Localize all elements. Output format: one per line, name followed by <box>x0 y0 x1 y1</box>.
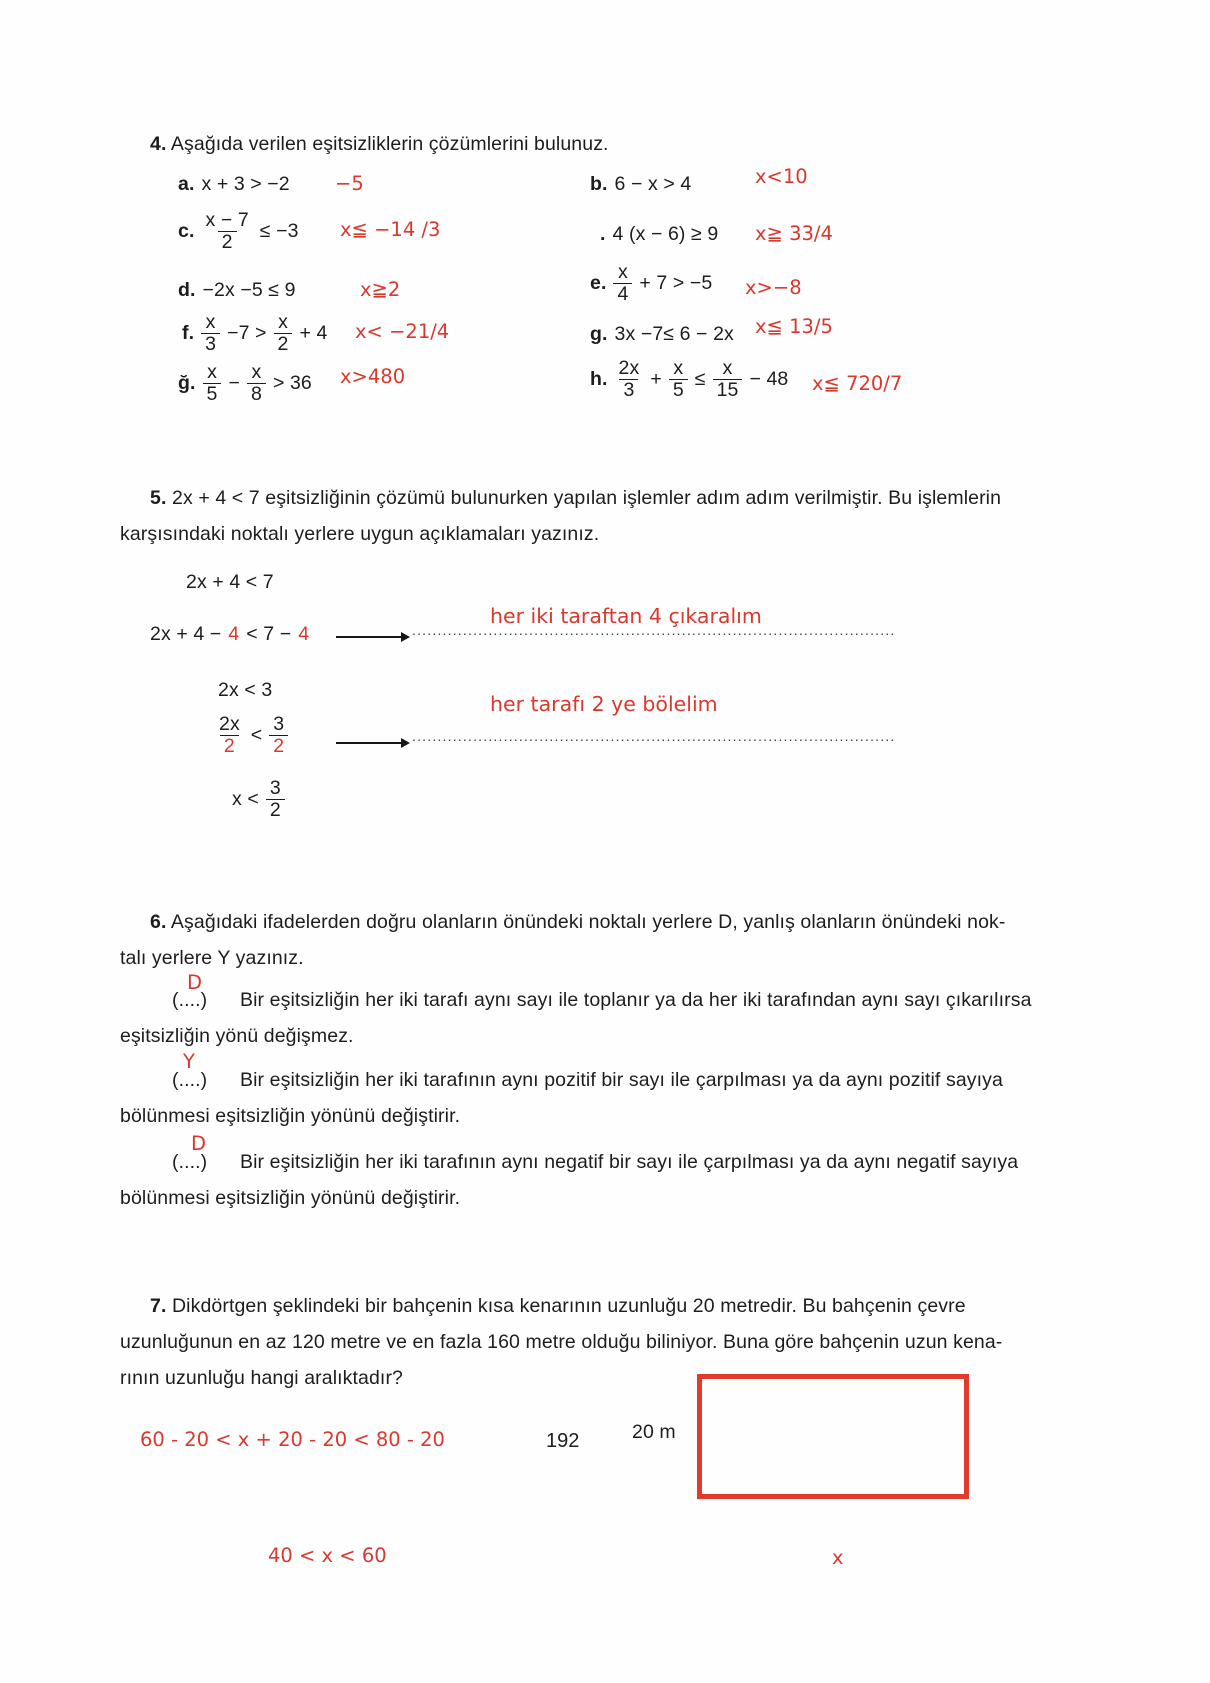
q4-f-rest: + 4 <box>299 322 328 345</box>
q4-item-d <box>178 278 296 303</box>
q4-f-mid: −7 > <box>227 322 267 345</box>
q5-step4-frac1-num: 2x <box>219 713 240 735</box>
q4-h-rest: − 48 <box>749 368 789 391</box>
q4-b-letter: b. <box>590 173 608 195</box>
q6-header <box>150 910 1005 935</box>
q6-number: 6. <box>150 911 167 933</box>
q5-annotation-1: her iki taraftan 4 çıkaralım <box>490 604 762 628</box>
q4-e-fraction <box>613 262 632 306</box>
q4-h-frac1-den: 3 <box>619 379 638 401</box>
q7-header <box>150 1294 966 1319</box>
q6-item3-text1: Bir eşitsizliğin her iki tarafının aynı negatif bir sayı ile çarpılması ya da aynı negatif sayıya <box>240 1151 1019 1173</box>
q5-line2: karşısındaki noktalı yerlere uygun açıklamaları yazınız. <box>120 523 600 545</box>
q4-h-answer: x≦ 720/7 <box>812 372 903 395</box>
q4-e-letter: e. <box>590 272 607 295</box>
q6-item3-mark: D <box>191 1132 207 1155</box>
q5-step5-frac-num: 3 <box>269 777 281 799</box>
q4-h-mid1: + <box>650 368 662 391</box>
q4-b-answer: x<10 <box>755 165 808 188</box>
q4-g-answer: x≦ 13/5 <box>755 315 833 338</box>
q4-c-answer: x≦ −14 /3 <box>340 218 441 241</box>
q4-gg-mid: − <box>228 372 240 395</box>
q7-work-line-2: 40 < x < 60 <box>268 1544 387 1567</box>
q4-gg-fraction-1 <box>203 362 222 406</box>
garden-bottom-label: x <box>832 1546 844 1569</box>
q4-a-letter: a. <box>178 173 195 195</box>
q4-item-f <box>182 312 327 356</box>
q4-c-frac-num: x − 7 <box>205 209 249 231</box>
q7-line3: rının uzunluğu hangi aralıktadır? <box>120 1367 403 1389</box>
q5-step2-red4-right: 4 <box>298 623 310 645</box>
q4-g-letter: g. <box>590 323 608 345</box>
q4-d-expr: −2x −5 ≤ 9 <box>202 279 296 301</box>
q4-cc-answer: x≧ 33/4 <box>755 222 833 245</box>
q4-e-rest: + 7 > −5 <box>639 272 713 295</box>
step2-arrow-icon <box>336 636 408 638</box>
q4-a-expr: x + 3 > −2 <box>201 173 290 195</box>
q5-step4-frac2-den: 2 <box>269 735 288 757</box>
q4-c-fraction <box>201 210 252 254</box>
q6-item1-paren: (....) <box>172 989 208 1011</box>
q7-line1: Dikdörtgen şeklindeki bir bahçenin kısa kenarının uzunluğu 20 metredir. Bu bahçenin çevre <box>172 1295 966 1317</box>
q4-h-mid2: ≤ <box>694 368 706 391</box>
q4-d-answer: x≧2 <box>360 278 401 301</box>
q4-item-b <box>590 172 691 197</box>
q4-cc-letter: . <box>600 223 606 245</box>
q4-gg-frac1-num: x <box>207 361 217 383</box>
q5-step4-frac1-den: 2 <box>220 735 239 757</box>
q4-e-answer: x>−8 <box>745 276 802 299</box>
q5-step3: 2x < 3 <box>218 679 273 701</box>
q4-c-frac-den: 2 <box>218 231 237 253</box>
q4-h-frac3-num: x <box>722 357 733 379</box>
q4-h-frac1-num: 2x <box>618 357 640 379</box>
q4-item-g <box>590 322 734 347</box>
q5-step5 <box>232 778 285 822</box>
q4-f-frac2-den: 2 <box>274 333 293 355</box>
q7-work-line-1: 60 - 20 < x + 20 - 20 < 80 - 20 <box>140 1428 445 1451</box>
q6-item1-mark: D <box>187 971 203 994</box>
q4-h-frac2-num: x <box>673 357 684 379</box>
q4-f-frac1-den: 3 <box>201 333 220 355</box>
q4-h-fraction-3 <box>713 358 743 402</box>
q7-number: 7. <box>150 1295 167 1317</box>
q4-gg-letter: ğ. <box>178 372 196 395</box>
q4-item-cc <box>600 222 718 247</box>
q5-step5-frac-den: 2 <box>266 799 285 821</box>
q6-item2-paren: (....) <box>172 1069 208 1091</box>
q4-number: 4. <box>150 133 167 155</box>
q4-title: Aşağıda verilen eşitsizliklerin çözümlerini bulunuz. <box>170 133 609 155</box>
q4-gg-answer: x>480 <box>340 365 406 388</box>
q4-g-expr: 3x −7≤ 6 − 2x <box>614 323 734 345</box>
q4-item-e <box>590 262 712 306</box>
q4-item-a <box>178 172 290 197</box>
q4-gg-fraction-2 <box>247 362 266 406</box>
q5-line1: 2x + 4 < 7 eşitsizliğinin çözümü bulunurken yapılan işlemler adım adım verilmiştir. Bu işlemlerin <box>172 487 1002 509</box>
q6-item2-text1: Bir eşitsizliğin her iki tarafının aynı pozitif bir sayı ile çarpılması ya da aynı pozitif sayıya <box>240 1069 1003 1091</box>
q4-e-frac-num: x <box>618 261 628 283</box>
page-number: 192 <box>546 1430 580 1452</box>
q4-item-h <box>590 358 788 402</box>
q4-cc-expr: 4 (x − 6) ≥ 9 <box>612 223 719 245</box>
q6-item3-paren: (....) <box>172 1151 208 1173</box>
q5-step2-a: 2x + 4 − <box>150 623 222 645</box>
q4-f-letter: f. <box>182 322 195 345</box>
q6-item2-text2: bölünmesi eşitsizliğin yönünü değiştirir. <box>120 1105 461 1127</box>
q5-step2-red4-left: 4 <box>228 623 240 645</box>
q5-blank-line-1: ............................................................................................... <box>412 622 896 638</box>
q5-step4-fraction-2 <box>269 714 288 758</box>
q5-header <box>150 486 1001 511</box>
q4-h-fraction-2 <box>669 358 688 402</box>
q5-step4-frac2-num: 3 <box>273 713 285 735</box>
q4-gg-frac2-num: x <box>251 361 262 383</box>
q4-gg-frac2-den: 8 <box>247 383 266 405</box>
q4-c-letter: c. <box>178 220 195 243</box>
q5-step2 <box>150 622 309 647</box>
q4-item-c <box>178 210 299 254</box>
q6-line1: Aşağıdaki ifadelerden doğru olanların önündeki noktalı yerlere D, yanlış olanların önündeki nok- <box>170 911 1006 933</box>
q4-d-letter: d. <box>178 279 196 301</box>
q4-c-rest: ≤ −3 <box>259 220 299 243</box>
q4-h-frac2-den: 5 <box>669 379 688 401</box>
q5-step4-fraction-1 <box>215 714 244 758</box>
q6-item3-text2: bölünmesi eşitsizliğin yönünü değiştirir. <box>120 1187 461 1209</box>
q6-line2: talı yerlere Y yazınız. <box>120 947 304 969</box>
q5-annotation-2: her tarafı 2 ye bölelim <box>490 692 718 716</box>
garden-rectangle <box>697 1374 969 1499</box>
q5-step5-lhs: x < <box>232 788 259 811</box>
q6-item1-text1: Bir eşitsizliğin her iki tarafı aynı sayı ile toplanır ya da her iki tarafından aynı sayı çıkarılırsa <box>240 989 1032 1011</box>
q4-f-fraction-2 <box>274 312 293 356</box>
q4-gg-frac1-den: 5 <box>203 383 222 405</box>
q4-b-expr: 6 − x > 4 <box>614 173 692 195</box>
q4-f-fraction-1 <box>201 312 220 356</box>
q4-f-frac2-num: x <box>278 311 288 333</box>
q5-step5-fraction <box>266 778 285 822</box>
q5-step4 <box>215 714 288 758</box>
q4-h-fraction-1 <box>615 358 644 402</box>
q5-step4-mid: < <box>250 724 263 747</box>
q4-f-answer: x< −21/4 <box>355 320 450 343</box>
q4-f-frac1-num: x <box>205 311 216 333</box>
q5-number: 5. <box>150 487 167 509</box>
q4-a-answer: −5 <box>335 172 364 195</box>
q4-item-gg <box>178 362 312 406</box>
q4-e-frac-den: 4 <box>613 283 632 305</box>
q4-gg-rest: > 36 <box>272 372 312 395</box>
q4-header <box>150 132 609 157</box>
q4-h-letter: h. <box>590 368 608 391</box>
q4-h-frac3-den: 15 <box>713 379 743 401</box>
q5-step1: 2x + 4 < 7 <box>186 571 274 593</box>
step4-arrow-icon <box>336 742 408 744</box>
q5-blank-line-2: ............................................................................................... <box>412 728 896 744</box>
q5-step2-b: < 7 − <box>246 623 292 645</box>
q6-item2-mark: Y <box>183 1050 195 1073</box>
garden-side-label: 20 m <box>632 1421 676 1443</box>
q7-line2: uzunluğunun en az 120 metre ve en fazla 160 metre olduğu biliniyor. Buna göre bahçenin uzun kena- <box>120 1331 1003 1353</box>
q6-item1-text2: eşitsizliğin yönü değişmez. <box>120 1025 354 1047</box>
